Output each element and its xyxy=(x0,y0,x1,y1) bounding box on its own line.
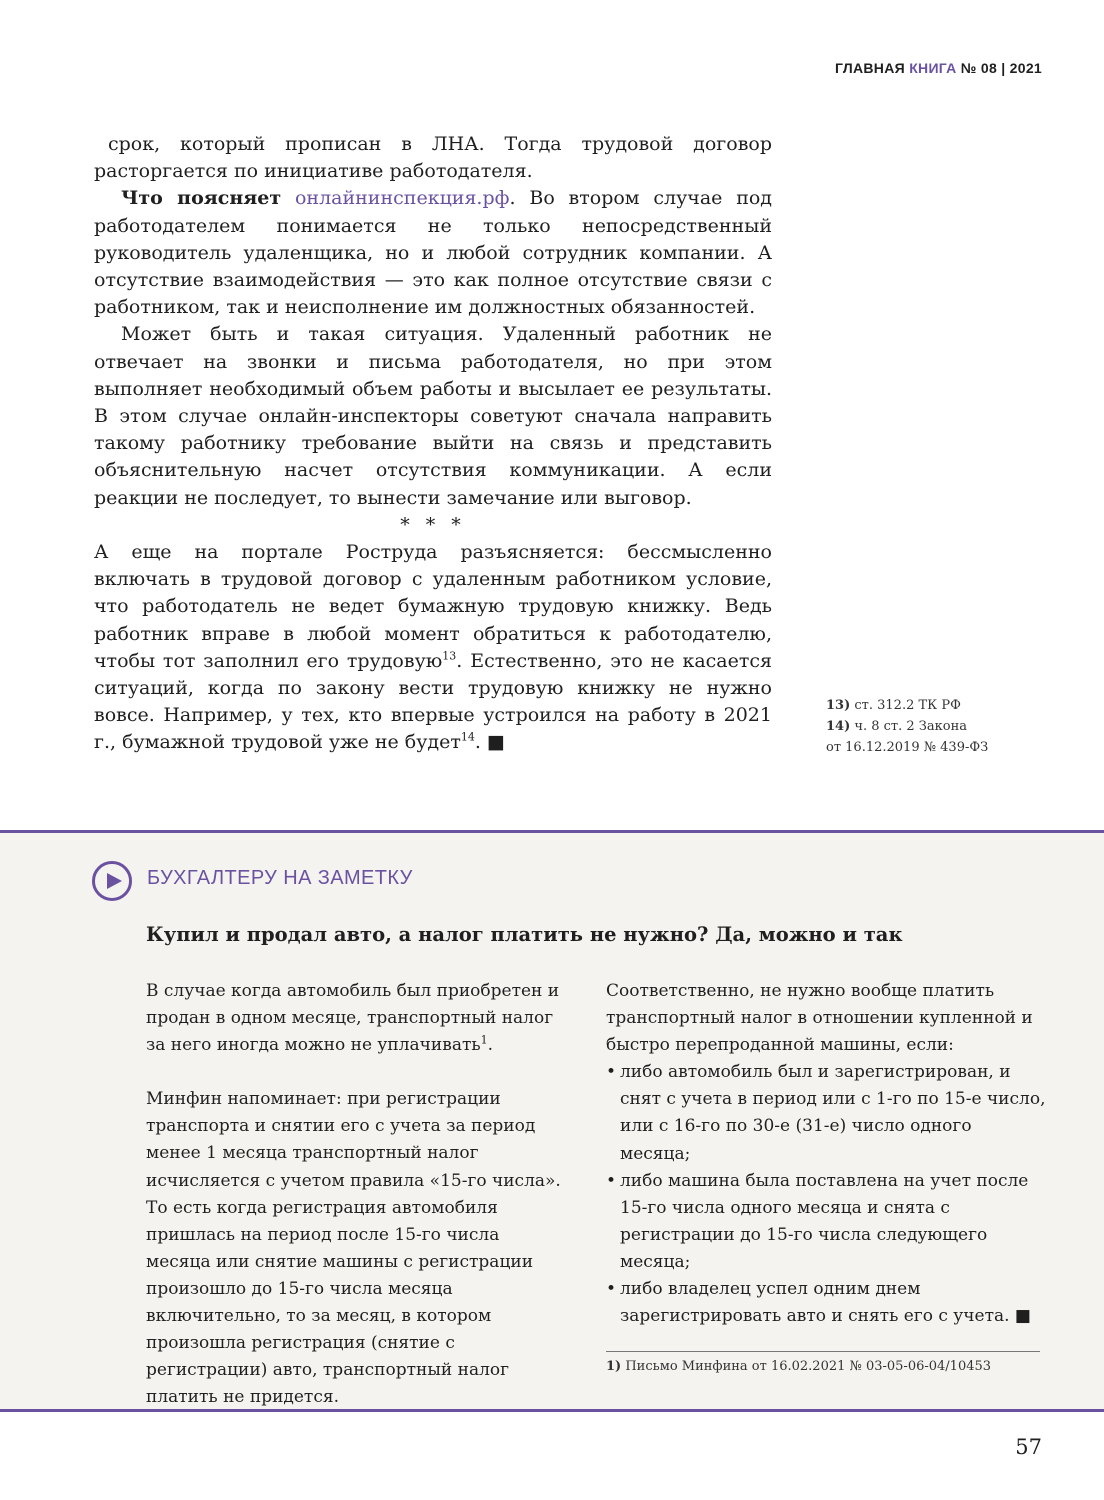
bullet-icon: • xyxy=(606,1279,617,1300)
box-footnote xyxy=(606,1359,991,1374)
brand-main: ГЛАВНАЯ xyxy=(834,60,905,76)
footnote-13-num: 13) xyxy=(826,698,851,713)
running-header xyxy=(835,60,1042,76)
list-item xyxy=(606,1276,1046,1330)
box-left-p1-text: В случае когда автомобиль был приобретен и продан в одном месяце, транспортный налог за него иногда можно не уплачивать xyxy=(146,981,560,1056)
list-item-text: либо автомобиль был и зарегистрирован, и снят с учета в период или с 1-го по 15-е число, или с 16-го по 30-е (31-е) число одного месяца; xyxy=(620,1062,1046,1164)
footnote-14 xyxy=(826,716,1056,737)
page-number: 57 xyxy=(1015,1435,1042,1459)
footnote-14-num: 14) xyxy=(826,719,851,734)
paragraph-4 xyxy=(94,539,772,757)
footnote-divider xyxy=(606,1351,1040,1352)
box-left-p2: Минфин напоминает: при регистрации транспорта и снятии его с учета за период менее 1 месяца транспортный налог исчисляется с учетом правила «15-го числа». То есть когда регистрация автомобиля пришлась на период после 15-го числа месяца или снятие машины с регистрации произошло до 15-го числа месяца включительно, то за месяц, в котором произошла регистрация (снятие с регистрации) авто, транспортный налог платить не придется. xyxy=(146,1089,561,1408)
footnote-14-text: ч. 8 ст. 2 Закона xyxy=(854,719,968,734)
lead-bold: Что поясняет xyxy=(121,187,282,210)
paragraph-4-text-a: А еще на портале Роструда разъясняется: бессмысленно включать в трудовой договор с удаленным работником условие, что работодатель не ведет бумажную трудовую книжку. Ведь работник вправе в любой момент обратиться к работодателю, чтобы тот заполнил его трудовую xyxy=(94,541,772,672)
box-title: Купил и продал авто, а налог платить не нужно? Да, можно и так xyxy=(146,923,903,946)
footnote-ref-1[interactable]: 1 xyxy=(480,1033,488,1047)
brand-accent: КНИГА xyxy=(909,60,957,76)
footnote-ref-14[interactable]: 14 xyxy=(460,731,475,745)
footnote-13-text: ст. 312.2 ТК РФ xyxy=(854,698,961,713)
site-link[interactable]: онлайнинспекция.рф xyxy=(294,187,510,210)
paragraph-2-text: . Во втором случае под работодателем понимается не только непосредственный руководитель удаленщика, но и любой сотрудник компании. А отсутствие взаимодействия — это как полное отсутствие связи с работником, так и неисполнение им должностных обязанностей. xyxy=(94,187,773,319)
paragraph-4-end: . ■ xyxy=(474,731,505,754)
list-item-text: либо владелец успел одним днем зарегистрировать авто и снять его с учета. ■ xyxy=(620,1279,1031,1327)
box-left-p1-end: . xyxy=(487,1035,494,1056)
paragraph-4-text-b: . Естественно, это не касается ситуаций, когда по закону вести трудовую книжку не нужно вовсе. Например, у тех, кто впервые устроился на работу в 2021 г., бумажной трудовой уже не будет xyxy=(94,649,773,754)
section-divider: * * * xyxy=(400,513,466,536)
footnote-14-cont: от 16.12.2019 № 439-ФЗ xyxy=(826,740,989,755)
side-footnotes xyxy=(826,695,1056,758)
footnote-ref-13[interactable]: 13 xyxy=(442,649,457,663)
paragraph-1: срок, который прописан в ЛНА. Тогда трудовой договор расторгается по инициативе работодателя. xyxy=(94,133,772,183)
box-footnote-text: Письмо Минфина от 16.02.2021 № 03-05-06-04/10453 xyxy=(625,1359,992,1374)
bullet-icon: • xyxy=(606,1062,617,1083)
box-right-column xyxy=(606,978,1046,1330)
play-circle-icon xyxy=(92,861,132,901)
box-footnote-num: 1) xyxy=(606,1359,622,1374)
bullet-icon: • xyxy=(606,1170,617,1191)
box-label: БУХГАЛТЕРУ НА ЗАМЕТКУ xyxy=(147,867,413,889)
article-body xyxy=(94,131,772,757)
list-item-text: либо машина была поставлена на учет после 15-го числа одного месяца и снята с регистрации до 15-го числа следующего месяца; xyxy=(620,1170,1029,1272)
paragraph-2 xyxy=(94,185,772,321)
box-left-p1 xyxy=(146,978,566,1059)
list-item xyxy=(606,1168,1046,1276)
accountant-note-box xyxy=(0,830,1104,1412)
box-right-intro: Соответственно, не нужно вообще платить транспортный налог в отношении купленной и быстро перепроданной машины, если: xyxy=(606,981,1033,1056)
paragraph-3: Может быть и такая ситуация. Удаленный работник не отвечает на звонки и письма работодателя, но при этом выполняет необходимый объем работы и высылает ее результаты. В этом случае онлайн-инспекторы советуют сначала направить такому работнику требование выйти на связь и представить объяснительную насчет отсутствия коммуникации. А если реакции не последует, то вынести замечание или выговор. xyxy=(94,323,772,509)
box-left-column xyxy=(146,978,566,1411)
list-item xyxy=(606,1059,1046,1167)
issue-number: № 08 | 2021 xyxy=(960,60,1042,76)
footnote-13 xyxy=(826,695,1056,716)
